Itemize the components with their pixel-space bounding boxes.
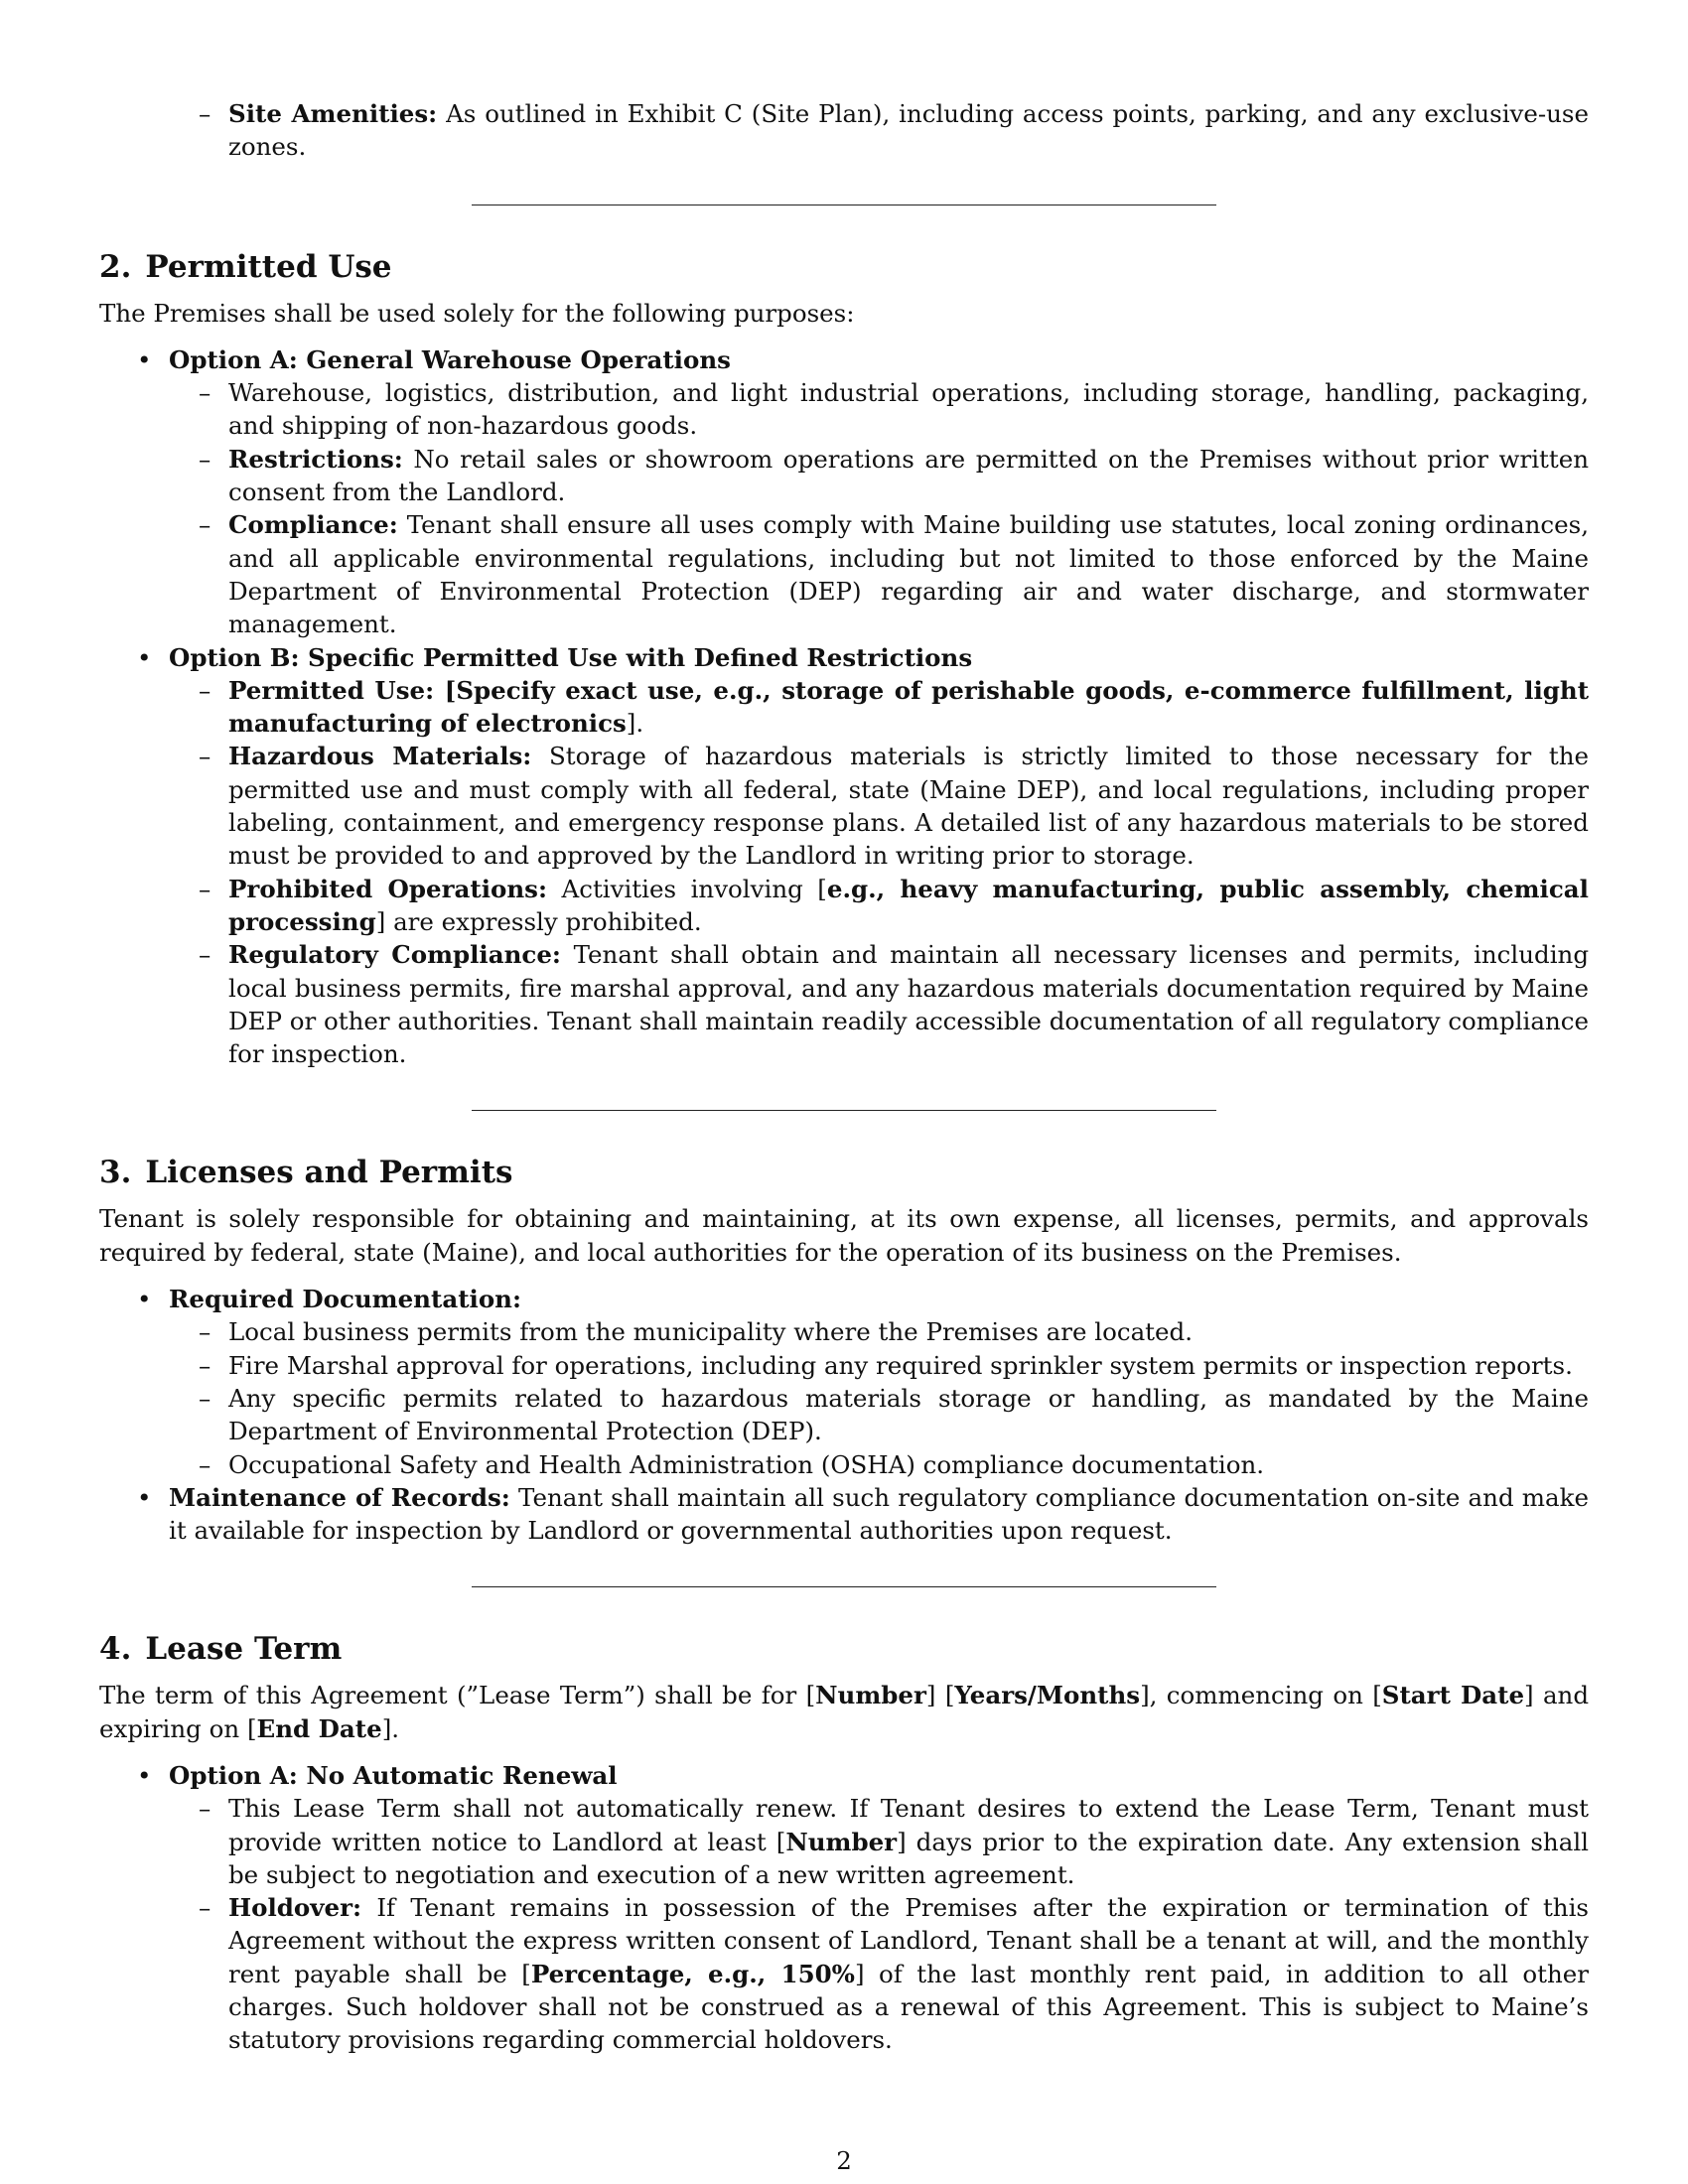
- section-divider: [472, 1110, 1216, 1111]
- required-documentation-items: [169, 1315, 1589, 1480]
- option-a-items: [169, 1792, 1589, 2056]
- intro-text: ] [: [925, 1681, 955, 1710]
- item-text: Local business permits from the municipality where the Premises are located.: [228, 1317, 1193, 1347]
- item-text: Any specific permits related to hazardous materials storage or handling, as mandated by the Maine Department of Environmental Protection (DEP).: [228, 1383, 1589, 1446]
- item-label: Regulatory Compliance:: [228, 940, 561, 970]
- list-item: [169, 1792, 1589, 1891]
- option-a-items: [169, 376, 1589, 640]
- section-title: Licenses and Permits: [145, 1155, 513, 1191]
- placeholder-text: Specify exact use, e.g., storage of perishable goods, e-commerce fulfillment, light manufacturing of electronics: [228, 675, 1590, 739]
- site-amenities-text: As outlined in Exhibit C (Site Plan), including access points, parking, and any exclusive-use zones.: [228, 99, 1590, 162]
- item-label: Compliance:: [228, 510, 398, 540]
- list-item: [169, 508, 1589, 640]
- intro-text: ].: [381, 1713, 400, 1743]
- bracket-open: [: [434, 675, 457, 705]
- required-documentation: [99, 1283, 1589, 1481]
- list-item: [169, 1349, 1589, 1382]
- item-label: Hazardous Materials:: [228, 742, 532, 771]
- placeholder-end-date: End Date: [256, 1713, 382, 1743]
- site-amenities-list: [99, 97, 1589, 164]
- list-item: [169, 1315, 1589, 1348]
- intro-text: ] and expiring on [: [99, 1681, 1590, 1743]
- item-text: Warehouse, logistics, distribution, and light industrial operations, including storage, handling, packaging, and shipping of non-hazardous goods.: [228, 378, 1589, 441]
- lease-term-options: [99, 1759, 1589, 2057]
- permitted-use-intro: The Premises shall be used solely for the following purposes:: [99, 298, 855, 328]
- item-text: Tenant shall maintain all such regulatory compliance documentation on-site and make it available for inspection by Landlord or governmental authorities upon request.: [169, 1482, 1589, 1546]
- option-a-warehouse: [99, 343, 1589, 641]
- section-heading-permitted-use: [99, 247, 1589, 287]
- list-item: [169, 1448, 1589, 1481]
- intro-text: The term of this Agreement (”Lease Term”) shall be for [: [99, 1681, 816, 1710]
- list-item: [169, 376, 1589, 443]
- item-text: Tenant shall ensure all uses comply with Maine building use statutes, local zoning ordinances, and all applicable environmental regulations, including but not limited to those enforced by the Maine Department of Environmental Protection (DEP) regarding air and water discharge, and stormwater management.: [228, 510, 1589, 639]
- item-text: Tenant shall obtain and maintain all necessary licenses and permits, including local business permits, fire marshal approval, and any hazardous materials documentation required by Maine DEP or other authorities. Tenant shall maintain readily accessible documentation of all regulatory compliance for inspection.: [228, 940, 1589, 1069]
- intro-text: ], commencing on [: [1140, 1681, 1382, 1710]
- item-text: Occupational Safety and Health Administration (OSHA) compliance documentation.: [228, 1449, 1265, 1479]
- placeholder-years-months: Years/Months: [954, 1681, 1141, 1710]
- section-divider: [472, 1586, 1216, 1587]
- item-text: If Tenant remains in possession of the Premises after the expiration or termination of this Agreement without the express written consent of Landlord, Tenant shall be a tenant at will, and the monthly rent payable shall be [: [228, 1893, 1589, 1988]
- list-item: [169, 740, 1589, 872]
- list-item: [169, 938, 1589, 1070]
- option-b-items: [169, 674, 1589, 1071]
- option-a-title: Option A: General Warehouse Operations: [169, 344, 731, 374]
- licenses-intro: Tenant is solely responsible for obtaining and maintaining, at its own expense, all licenses, permits, and approvals required by federal, state (Maine), and local authorities for the operation of its business on the Premises.: [99, 1204, 1589, 1267]
- section-title: Permitted Use: [145, 248, 392, 285]
- list-item: [169, 873, 1589, 939]
- item-text: ] days prior to the expiration date. Any extension shall be subject to negotiation and execution of a new written agreement.: [228, 1827, 1589, 1889]
- item-label: Permitted Use:: [228, 675, 435, 705]
- section-number: 4.: [99, 1631, 132, 1668]
- site-amenities-item: [99, 97, 1589, 164]
- item-text: Activities involving [: [547, 874, 827, 903]
- item-label: Holdover:: [228, 1893, 362, 1923]
- maintenance-of-records: [99, 1481, 1589, 1548]
- section-number: 2.: [99, 248, 132, 285]
- placeholder-text: Number: [785, 1827, 898, 1856]
- item-label: Prohibited Operations:: [228, 874, 547, 903]
- item-label: Restrictions:: [228, 444, 403, 474]
- list-item: [169, 1891, 1589, 2056]
- item-label: Maintenance of Records:: [169, 1482, 510, 1512]
- permitted-use-options: [99, 343, 1589, 1071]
- document-page: [99, 97, 1589, 2057]
- required-documentation-title: Required Documentation:: [169, 1285, 522, 1314]
- section-number: 3.: [99, 1155, 132, 1191]
- option-b-title: Option B: Specific Permitted Use with Defined Restrictions: [169, 642, 973, 672]
- item-text: Fire Marshal approval for operations, including any required sprinkler system permits or inspection reports.: [228, 1350, 1573, 1380]
- section-heading-licenses-permits: [99, 1153, 1589, 1192]
- list-item: [169, 1382, 1589, 1448]
- option-a-title: Option A: No Automatic Renewal: [169, 1760, 618, 1790]
- option-a-no-renewal: [99, 1759, 1589, 2057]
- page-number: 2: [836, 2146, 852, 2175]
- licenses-list: [99, 1283, 1589, 1547]
- bracket-close: ].: [626, 709, 644, 739]
- option-b-specific-use: [99, 641, 1589, 1071]
- placeholder-number: Number: [815, 1681, 926, 1710]
- placeholder-text: e.g., heavy manufacturing, public assembly, chemical processing: [228, 874, 1589, 936]
- item-text: ] are expressly prohibited.: [375, 906, 702, 936]
- item-text: This Lease Term shall not automatically renew. If Tenant desires to extend the Lease Term, Tenant must provide written notice to Landlord at least [: [228, 1794, 1589, 1856]
- list-item: [169, 674, 1589, 741]
- site-amenities-label: Site Amenities:: [228, 99, 438, 128]
- list-item: [169, 443, 1589, 509]
- item-text: No retail sales or showroom operations are permitted on the Premises without prior written consent from the Landlord.: [228, 444, 1589, 507]
- placeholder-start-date: Start Date: [1381, 1681, 1525, 1710]
- section-heading-lease-term: [99, 1629, 1589, 1669]
- item-text: Storage of hazardous materials is strictly limited to those necessary for the permitted use and must comply with all federal, state (Maine DEP), and local regulations, including proper labeling, containment, and emergency response plans. A detailed list of any hazardous materials to be stored must be provided to and approved by the Landlord in writing prior to storage.: [228, 742, 1589, 871]
- placeholder-text: Percentage, e.g., 150%: [530, 1959, 855, 1988]
- section-title: Lease Term: [145, 1631, 343, 1668]
- item-text: ] of the last monthly rent paid, in addition to all other charges. Such holdover shall not be construed as a renewal of this Agreement. This is subject to Maine’s statutory provisions regarding commercial holdovers.: [228, 1959, 1589, 2055]
- lease-term-intro: [99, 1679, 1589, 1745]
